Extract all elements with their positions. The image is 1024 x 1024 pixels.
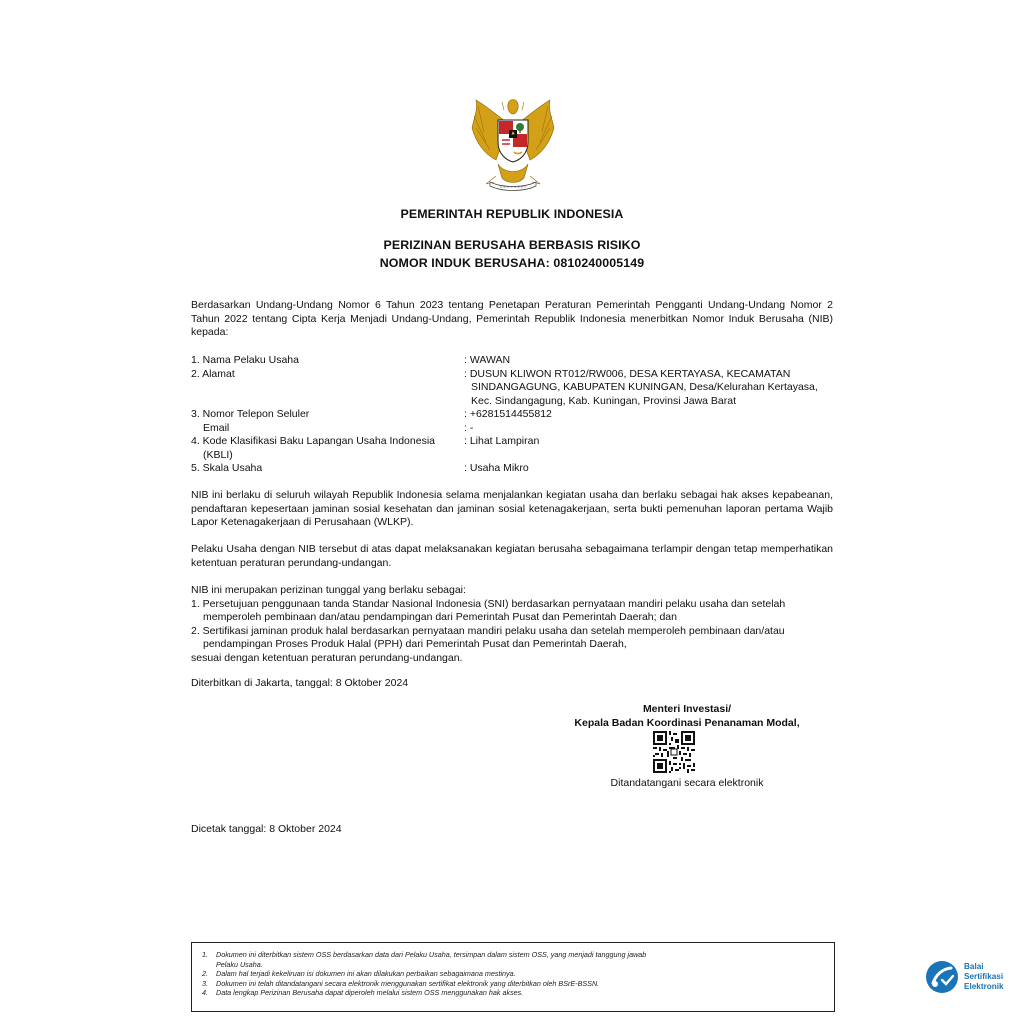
field-label	[191, 435, 464, 462]
note-text: Dokumen ini diterbitkan sistem OSS berdasarkan data dari Pelaku Usaha, tersimpan dalam sistem OSS, yang menjadi tanggung jawab	[216, 950, 647, 959]
note-number: 3.	[202, 978, 208, 988]
field-label: 5. Skala Usaha	[191, 462, 263, 474]
address-line-2: SINDANGAGUNG, KABUPATEN KUNINGAN, Desa/Kelurahan Kertayasa,	[471, 381, 818, 393]
bse-line-1: Balai	[964, 962, 984, 971]
note-text: Pelaku Usaha.	[216, 959, 263, 969]
footer-notes-box	[191, 942, 1004, 1012]
field-label: 3. Nomor Telepon Seluler	[191, 408, 310, 420]
field-label: Email	[203, 421, 230, 434]
nib-number: NOMOR INDUK BERUSAHA: 0810240005149	[379, 256, 645, 270]
field-value: : Usaha Mikro	[464, 462, 529, 474]
field-value: : -	[464, 421, 474, 434]
bse-logo	[924, 959, 1024, 999]
license-paragraph	[191, 584, 833, 665]
field-row-name	[191, 354, 851, 368]
note-number: 2.	[202, 969, 208, 979]
electronic-signature-note: Ditandatangani secara elektronik	[610, 777, 764, 789]
printed-date: Dicetak tanggal: 8 Oktober 2024	[191, 823, 342, 835]
kbli-label-line-1: 4. Kode Klasifikasi Baku Lapangan Usaha Indonesia	[191, 435, 436, 447]
field-row-address	[191, 368, 851, 409]
license-item-1-cont: memperoleh pembinaan dan/atau pendampingan dari Pemerintah Pusat dan Pemerintah Daerah; dan	[203, 611, 677, 623]
document-title: PERIZINAN BERUSAHA BERBASIS RISIKO	[383, 238, 641, 252]
field-label: 2. Alamat	[191, 367, 235, 380]
field-value: : Lihat Lampiran	[464, 435, 540, 447]
note-number: 1.	[202, 950, 208, 959]
bse-logo-icon	[924, 959, 960, 995]
garuda-emblem-icon	[466, 92, 560, 192]
license-closing: sesuai dengan ketentuan peraturan perundang-undangan.	[191, 651, 463, 664]
bse-line-3: Elektronik	[964, 982, 1004, 991]
signatory-title: Menteri Investasi/	[642, 703, 732, 715]
note-text: Data lengkap Perizinan Berusaha dapat diperoleh melalui sistem OSS menggunakan hak akses.	[216, 988, 524, 998]
bse-line-2: Sertifikasi	[964, 972, 1004, 981]
note-text: Dalam hal terjadi kekeliruan isi dokumen ini akan dilakukan perbaikan sebagaimana mestinya.	[216, 969, 516, 979]
note-text: Dokumen ini telah ditandatangani secara elektronik menggunakan sertifikat elektronik yang diterbitkan oleh BSrE-BSSN.	[216, 978, 600, 988]
license-item-2-cont: pendampingan Proses Produk Halal (PPH) dari Pemerintah Pusat dan Pemerintah Daerah,	[203, 638, 627, 650]
signatory-agency: Kepala Badan Koordinasi Penanaman Modal,	[574, 717, 800, 729]
field-label: 1. Nama Pelaku Usaha	[191, 354, 299, 366]
government-heading: PEMERINTAH REPUBLIK INDONESIA	[400, 207, 624, 221]
footer-note	[202, 950, 732, 960]
field-row-kbli	[191, 435, 851, 462]
validity-paragraph: NIB ini berlaku di seluruh wilayah Republik Indonesia selama menjalankan kegiatan usaha dan berlaku sebagai hak akses kepabeanan, pendaftaran kepesertaan jaminan sosial kesehatan dan jaminan sosial ketenagakerjaan, serta bukti pemenuhan laporan pertama Wajib Lapor Ketenagakerjaan di Perusahaan (WLKP).	[191, 489, 833, 528]
field-value: : +6281514455812	[464, 408, 552, 420]
field-value	[464, 368, 839, 409]
bse-logo-text	[964, 962, 1004, 992]
field-row-scale	[191, 462, 851, 476]
footer-note	[202, 979, 732, 989]
footer-note	[202, 969, 732, 979]
business-fields	[191, 354, 851, 476]
address-line-1: : DUSUN KLIWON RT012/RW006, DESA KERTAYASA, KECAMATAN	[464, 367, 791, 380]
field-value: : WAWAN	[464, 354, 511, 366]
note-number	[202, 960, 216, 970]
activity-paragraph: Pelaku Usaha dengan NIB tersebut di atas dapat melaksanakan kegiatan berusaha sebagaimana terlampir dengan tetap memperhatikan ketentuan peraturan perundang-undangan.	[191, 543, 833, 569]
footer-note	[202, 960, 732, 970]
qr-code-icon	[653, 731, 695, 773]
field-row-email	[191, 422, 851, 436]
license-item-2: 2. Sertifikasi jaminan produk halal berdasarkan pernyataan mandiri pelaku usaha dan setelah memperoleh pembinaan dan/atau	[191, 624, 785, 637]
note-number: 4.	[202, 988, 208, 998]
kbli-label-line-2: (KBLI)	[203, 448, 233, 461]
issued-date: Diterbitkan di Jakarta, tanggal: 8 Oktober 2024	[191, 677, 409, 689]
footer-notes-list	[202, 950, 732, 998]
license-item-1: 1. Persetujuan penggunaan tanda Standar Nasional Indonesia (SNI) berdasarkan pernyataan mandiri pelaku usaha dan setelah	[191, 597, 786, 610]
address-line-3: Kec. Sindangagung, Kab. Kuningan, Provinsi Jawa Barat	[471, 394, 737, 407]
field-row-phone	[191, 408, 851, 422]
footer-note	[202, 988, 732, 998]
intro-paragraph: Berdasarkan Undang-Undang Nomor 6 Tahun 2023 tentang Penetapan Peraturan Pemerintah Pengganti Undang-Undang Nomor 2 Tahun 2022 tentang Cipta Kerja Menjadi Undang-Undang, Pemerintah Republik Indonesia menerbitkan Nomor Induk Berusaha (NIB) kepada:	[191, 299, 833, 338]
license-lead: NIB ini merupakan perizinan tunggal yang berlaku sebagai:	[191, 584, 466, 596]
